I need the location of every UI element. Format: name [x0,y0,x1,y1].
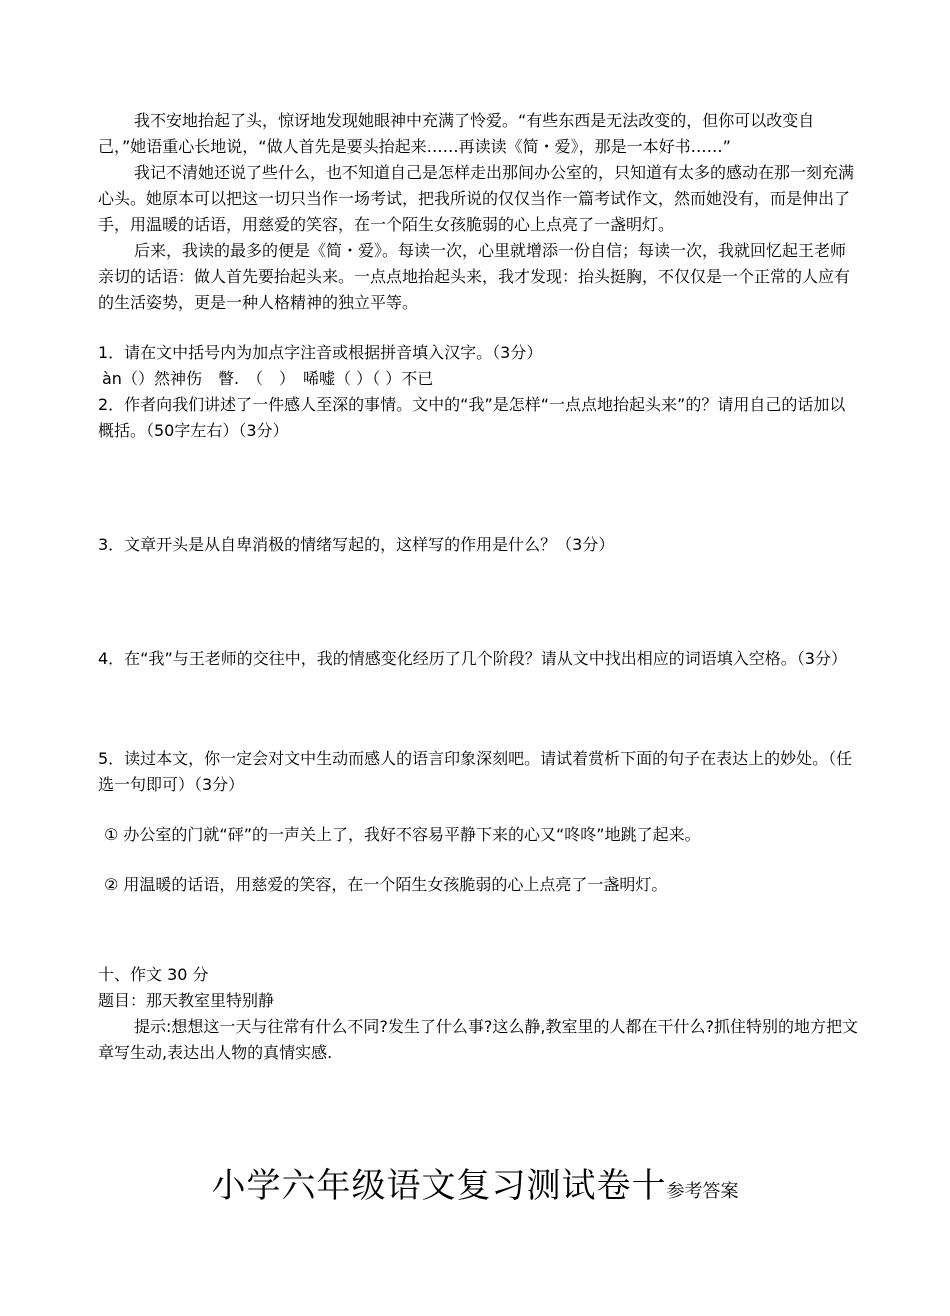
passage-paragraph-1: 我不安地抬起了头，惊讶地发现她眼神中充满了怜爱。“有些东西是无法改变的，但你可以改变自己，”她语重心长地说，“做人首先是要头抬起来……再读读《简・爱》，那是一本好书……” [98,111,815,156]
question-1-items: àn（）然神伤 瞥. （ ） 唏嘘（ ）（ ）不已 [102,369,434,388]
question-1: 1．请在文中括号内为加点字注音或根据拼音填入汉字。（3分） [98,343,543,362]
passage-paragraph-2: 我记不清她还说了些什么，也不知道自己是怎样走出那间办公室的，只知道有太多的感动在那一刻充满心头。她原本可以把这一切只当作一场考试，把我所说的仅仅当作一篇考试作文，然而她没有，而是伸出了手，用温暖的话语，用慈爱的笑容，在一个陌生女孩脆弱的心上点亮了一盏明灯。 [98,163,855,234]
question-4: 4．在“我”与王老师的交往中，我的情感变化经历了几个阶段？请从文中找出相应的词语填入空格。（3分） [98,649,847,668]
question-3: 3．文章开头是从自卑消极的情绪写起的，这样写的作用是什么？（3分） [98,535,615,554]
answer-space-q2 [98,444,858,532]
answer-key-title-main: 小学六年级语文复习测试卷十 [211,1166,667,1206]
exam-page-body [98,108,858,1066]
essay-hint: 提示:想想这一天与往常有什么不同?发生了什么事?这么静,教室里的人都在干什么?抓住特别的地方把文章写生动,表达出人物的真情实感. [98,1017,858,1062]
question-5-sentence-2: ② 用温暖的话语，用慈爱的笑容，在一个陌生女孩脆弱的心上点亮了一盏明灯。 [104,875,668,894]
answer-key-title-sub: 参考答案 [666,1181,739,1202]
passage-paragraph-3: 后来，我读的最多的便是《简・爱》。每读一次，心里就增添一份自信；每读一次，我就回忆起王老师亲切的话语：做人首先要抬起头来。一点点地抬起头来，我才发现：抬头挺胸，不仅仅是一个正常的人应有的生活姿势，更是一种人格精神的独立平等。 [98,241,851,312]
essay-heading: 十、作文 30 分 [98,965,209,984]
question-5-sentence-1: ① 办公室的门就“砰”的一声关上了，我好不容易平静下来的心又“咚咚”地跳了起来。 [104,825,701,844]
answer-space-q4 [98,672,858,746]
answer-key-title [0,1158,950,1207]
essay-topic: 题目：那天教室里特别静 [98,991,275,1010]
question-5: 5．读过本文，你一定会对文中生动而感人的语言印象深刻吧。请试着赏析下面的句子在表达上的妙处。（任选一句即可）（3分） [98,749,853,794]
question-2: 2．作者向我们讲述了一件感人至深的事情。文中的“我”是怎样“一点点地抬起头来”的？请用自己的话加以概括。（50字左右）（3分） [98,395,846,440]
answer-space-q3 [98,558,858,646]
